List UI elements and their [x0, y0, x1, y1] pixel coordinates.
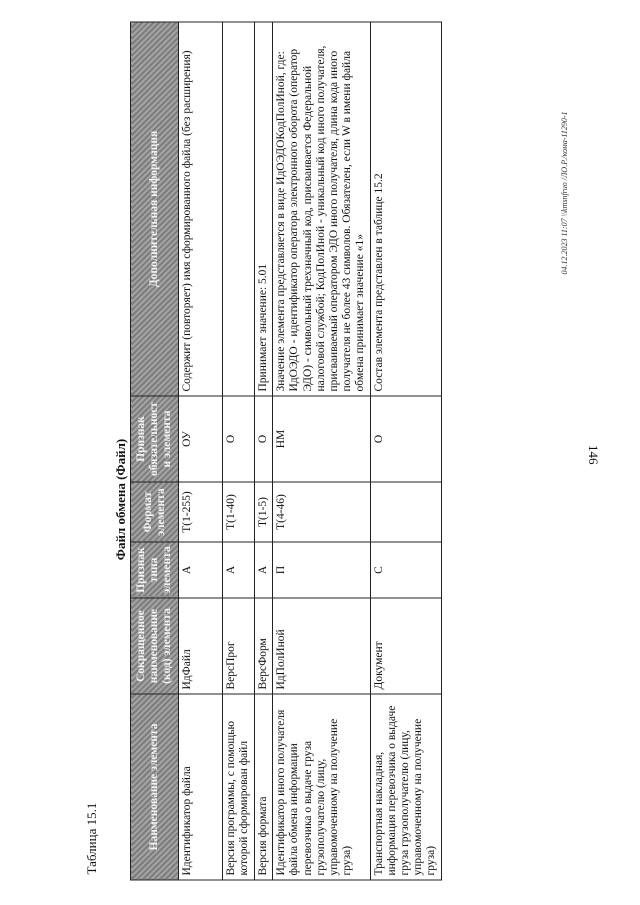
cell-name: Транспортная накладная, информация перевозчика о выдаче груза грузополучателю (лицу, управомоченному на получение груза) [370, 694, 441, 880]
cell-type: А [255, 542, 273, 598]
cell-format: T(1-255) [179, 482, 223, 542]
cell-format [370, 482, 441, 542]
cell-code: ВерсПрог [223, 598, 255, 694]
cell-required: ОУ [179, 396, 223, 482]
cell-type: А [223, 542, 255, 598]
footer-stamp: 04.12.2023 11:07 \\kmsnfruo /ЛО.Р./кома-11290-1 [560, 111, 569, 275]
cell-info: Содержит (повторяет) имя сформированного файла (без расширения) [179, 22, 223, 396]
cell-code: ИдПолИной [273, 598, 370, 694]
table-row [255, 22, 273, 880]
cell-format: T(1-5) [255, 482, 273, 542]
cell-required: О [223, 396, 255, 482]
page-number: 146 [586, 445, 601, 465]
exchange-file-table [130, 22, 442, 881]
cell-name: Идентификатор файла [179, 694, 223, 880]
cell-info: Состав элемента представлен в таблице 15.2 [370, 22, 441, 396]
cell-format: T(1-40) [223, 482, 255, 542]
header-code: Сокращенное наименование (код) элемента [131, 598, 179, 694]
header-format: Формат элемента [131, 482, 179, 542]
header-name: Наименование элемента [131, 694, 179, 880]
cell-code: ВерсФорм [255, 598, 273, 694]
header-info: Дополнительная информация [131, 22, 179, 396]
cell-type: А [179, 542, 223, 598]
table-label: Таблица 15.1 [84, 802, 99, 875]
cell-required: О [370, 396, 441, 482]
cell-code: Документ [370, 598, 441, 694]
cell-name: Идентификатор иного получателя файла обмена информации перевозчика о выдаче груза грузополучателю (лицу, управомоченному на получение груза) [273, 694, 370, 880]
cell-type: С [370, 542, 441, 598]
table-header-row [131, 22, 179, 880]
cell-name: Версия формата [255, 694, 273, 880]
table-row [273, 22, 370, 880]
cell-required: НМ [273, 396, 370, 482]
table-row [179, 22, 223, 880]
cell-name: Версия программы, с помощью которой сформирован файл [223, 694, 255, 880]
table-caption: Файл обмена (Файл) [113, 438, 128, 561]
header-type: Признак типа элемента [131, 542, 179, 598]
cell-code: ИдФайл [179, 598, 223, 694]
cell-format: T(4-46) [273, 482, 370, 542]
cell-type: П [273, 542, 370, 598]
table-row [370, 22, 441, 880]
header-required: Признак обязательности элемента [131, 396, 179, 482]
cell-info: Принимает значение: 5.01 [255, 22, 273, 396]
cell-required: О [255, 396, 273, 482]
cell-info [223, 22, 255, 396]
cell-info: Значение элемента представляется в виде ИдОЭДОКодПолИной, где: ИдОЭДО - идентификатор оператора электронного оборота (оператор ЭДО) - символьный трехзначный код, присваивается Федеральной налоговой службой; КодПолИной - уникальный код иного получателя, присваиваемый оператором ЭДО иного получателя, длина кода иного получателя не более 43 символов. Обязателен, если W в имени файла обмена принимает значение «1» [273, 22, 370, 396]
table-row [223, 22, 255, 880]
